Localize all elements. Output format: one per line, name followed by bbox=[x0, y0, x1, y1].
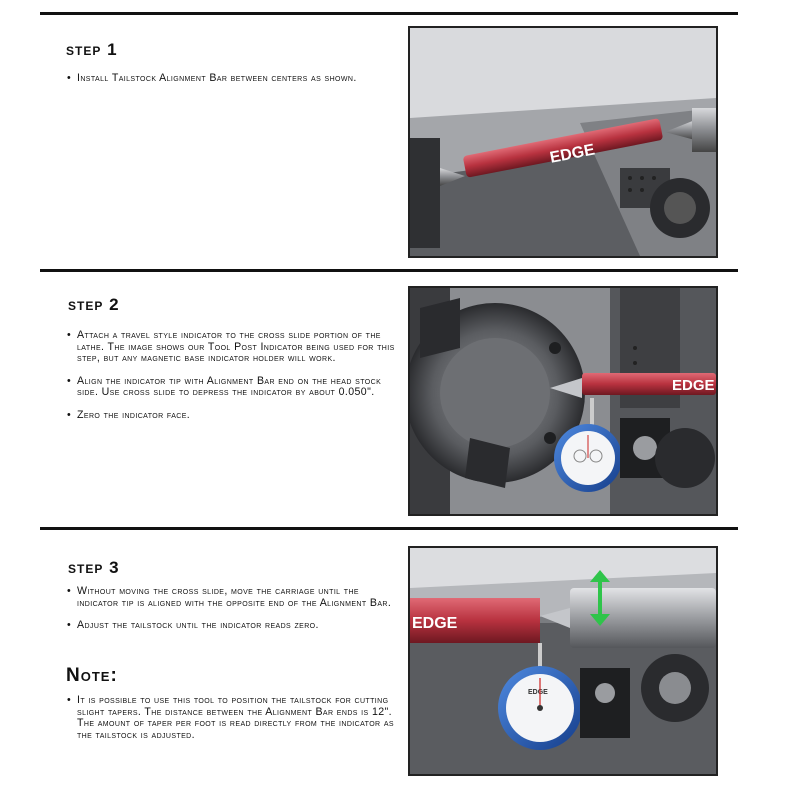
step-1-photo bbox=[408, 26, 718, 258]
dial-brand-text: EDGE bbox=[528, 689, 548, 696]
indicator-headstock-image bbox=[410, 288, 716, 514]
section-divider-2 bbox=[40, 527, 738, 530]
note-bullets bbox=[66, 695, 400, 752]
section-divider-1 bbox=[40, 269, 738, 272]
lathe-alignment-bar-image bbox=[410, 28, 716, 256]
section-divider-top bbox=[40, 12, 738, 15]
note-title: Note: bbox=[66, 665, 118, 686]
step-1-bullet-1: • Install Tailstock Alignment Bar between centers as shown. bbox=[66, 73, 386, 85]
note-bullet-1: • It is possible to use this tool to position the tailstock for cutting slight tapers. The distance between the Alignment Bar ends is 12". The amount of taper per foot is read directly from the indicator as the tailstock is adjusted. bbox=[66, 695, 400, 741]
bar-logo-text: EDGE bbox=[548, 141, 597, 167]
bar-logo-text-3: EDGE bbox=[412, 615, 458, 632]
step-3-bullet-2: • Adjust the tailstock until the indicator reads zero. bbox=[66, 620, 396, 632]
step-2-bullet-3: • Zero the indicator face. bbox=[66, 410, 396, 422]
step-3-bullet-1: • Without moving the cross slide, move the carriage until the indicator tip is aligned with the opposite end of the Alignment Bar. bbox=[66, 586, 396, 609]
step-2-bullet-1: • Attach a travel style indicator to the cross slide portion of the lathe. The image shows our Tool Post Indicator being used for this step, but any magnetic base indicator holder will work. bbox=[66, 330, 396, 365]
step-3-title: step 3 bbox=[68, 558, 120, 577]
step-3-bullets bbox=[66, 586, 396, 643]
step-1-bullets bbox=[66, 73, 386, 96]
step-1-title: step 1 bbox=[66, 40, 118, 59]
step-2-title: step 2 bbox=[68, 295, 120, 314]
step-2-photo bbox=[408, 286, 718, 516]
indicator-tailstock-image bbox=[410, 548, 716, 774]
bar-logo-text-2: EDGE bbox=[672, 377, 715, 394]
step-3-photo bbox=[408, 546, 718, 776]
step-2-bullets bbox=[66, 330, 396, 432]
step-2-bullet-2: • Align the indicator tip with Alignment Bar end on the head stock side. Use cross slide to depress the indicator by about 0.050". bbox=[66, 376, 396, 399]
